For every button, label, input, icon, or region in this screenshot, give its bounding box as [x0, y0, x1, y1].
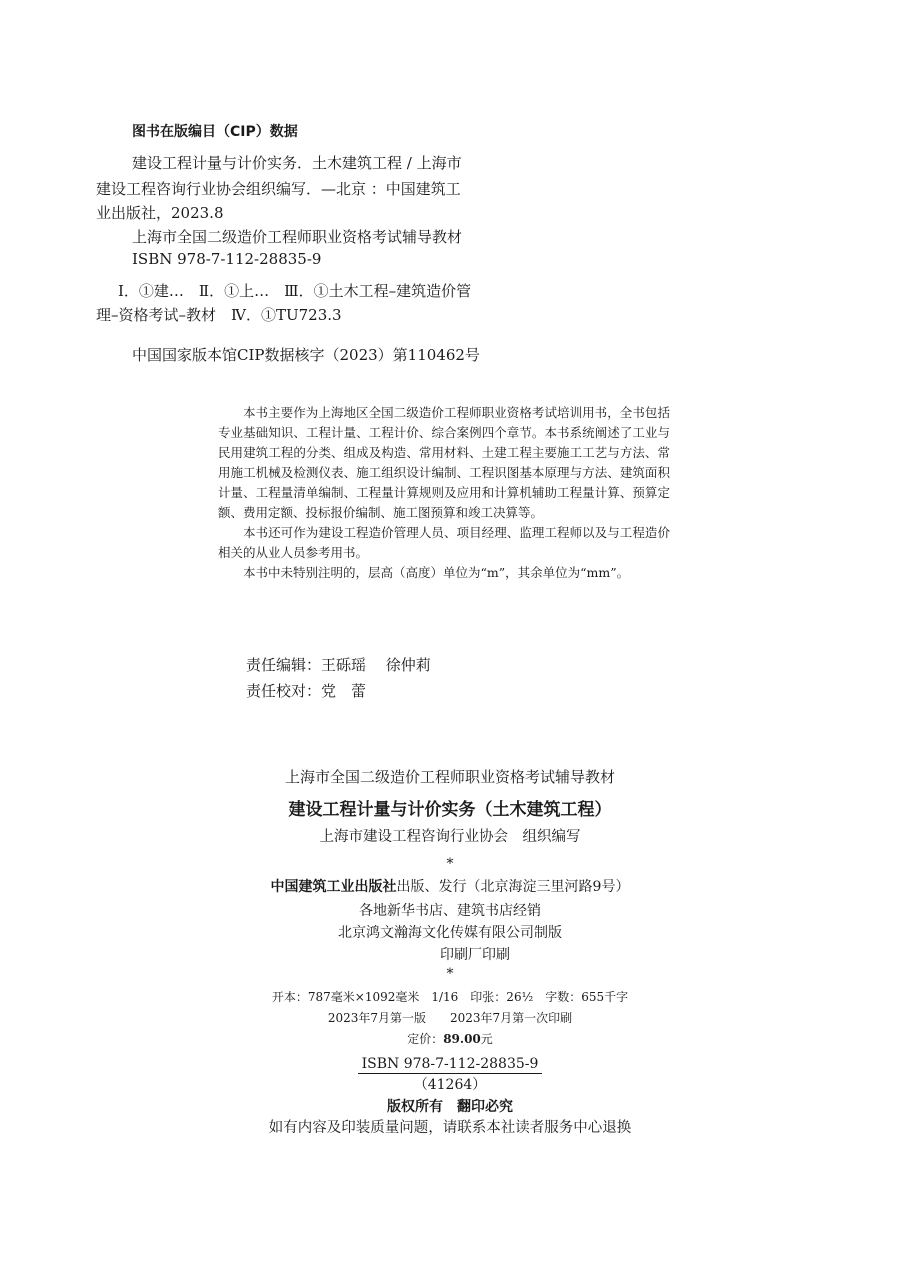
return-notice: 如有内容及印装质量问题，请联系本社读者服务中心退换 — [268, 1120, 632, 1136]
edition-info: 2023年7月第一版 2023年7月第一次印刷 — [327, 1011, 573, 1025]
copyright-notice: 版权所有 翻印必究 — [387, 1099, 513, 1115]
price-label: 定价： — [407, 1032, 444, 1046]
price-value: 89.00 — [443, 1032, 481, 1046]
separator-star: * — [446, 966, 454, 982]
summary-paragraph: 本书还可作为建设工程造价管理人员、项目经理、监理工程师以及与工程造价相关的从业人员参考用书。 — [218, 525, 670, 560]
separator-star: * — [446, 856, 454, 872]
cip-classification: 理–资格考试–教材 Ⅳ．①TU723.3 — [96, 306, 342, 324]
isbn-number: ISBN 978-7-112-28835-9 — [358, 1056, 543, 1074]
publisher-line — [0, 876, 900, 896]
series-name: 上海市全国二级造价工程师职业资格考试辅导教材 — [284, 768, 615, 786]
book-summary — [218, 403, 670, 583]
publisher-address: 出版、发行（北京海淀三里河路9号） — [396, 879, 630, 895]
responsible-proofreader: 责任校对：党 蕾 — [246, 682, 367, 700]
isbn-block — [0, 1053, 900, 1074]
cip-classification: Ⅰ．①建… Ⅱ．①上… Ⅲ．①土木工程–建筑造价管 — [118, 282, 472, 300]
producer-line: 北京鸿文瀚海文化传媒有限公司制版 — [338, 925, 562, 941]
responsible-editor: 责任编辑：王砾瑶 徐仲莉 — [246, 656, 431, 674]
cip-record-number: 中国国家版本馆CIP数据核字（2023）第110462号 — [132, 346, 480, 364]
book-author: 上海市建设工程咨询行业协会 组织编写 — [319, 829, 581, 845]
press-name: 中国建筑工业出版社 — [270, 879, 397, 895]
book-code: （41264） — [413, 1077, 487, 1093]
cip-line: 建设工程咨询行业协会组织编写．—北京 ：中国建筑工 — [96, 180, 461, 198]
cip-line: 上海市全国二级造价工程师职业资格考试辅导教材 — [132, 228, 463, 246]
cip-line: 建设工程计量与计价实务．土木建筑工程 / 上海市 — [132, 154, 462, 172]
printer-line: 印刷厂印刷 — [440, 947, 510, 963]
cip-line: 业出版社，2023.8 — [96, 204, 224, 222]
distribution-line: 各地新华书店、建筑书店经销 — [359, 903, 541, 919]
summary-paragraph: 本书主要作为上海地区全国二级造价工程师职业资格考试培训用书，全书包括专业基础知识、工程计量、工程计价、综合案例四个章节。本书系统阐述了工业与民用建筑工程的分类、组成及构造、常用材料、土建工程主要施工工艺与方法、常用施工机械及检测仪表、施工组织设计编制、工程识图基本原理与方法、建筑面积计量、工程量清单编制、工程量计算规则及应用和计算机辅助工程量计算、预算定额、费用定额、投标报价编制、施工图预算和竣工决算等。 — [218, 405, 670, 520]
cip-heading: 图书在版编目（CIP）数据 — [132, 124, 298, 140]
book-title: 建设工程计量与计价实务（土木建筑工程） — [288, 800, 612, 820]
format-spec: 开本：787毫米×1092毫米 1/16 印张：26½ 字数：655千字 — [271, 990, 629, 1004]
summary-paragraph: 本书中未特别注明的，层高（高度）单位为“m”，其余单位为“mm”。 — [243, 565, 630, 580]
price-unit: 元 — [480, 1032, 493, 1046]
isbn-line: ISBN 978-7-112-28835-9 — [132, 250, 322, 268]
price-line — [0, 1030, 900, 1047]
